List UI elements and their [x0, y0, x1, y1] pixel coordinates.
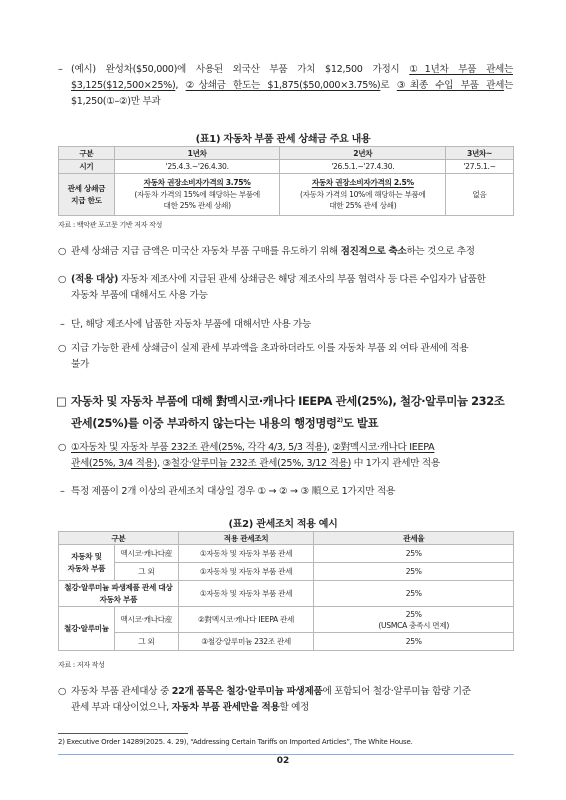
- table2-measure: ①자동차 및 자동차 부품 관세: [178, 545, 314, 563]
- bullet-dash: –: [60, 486, 65, 497]
- table2-origin-other: 그 외: [114, 633, 178, 651]
- section-box: □: [56, 394, 67, 408]
- table2-rate: 25%: [314, 545, 514, 563]
- table2-measure: ①자동차 및 자동차 부품 관세: [178, 563, 314, 581]
- bullet-scope-limit: 단, 해당 제조사에 납품한 자동차 부품에 대해서만 사용 가능: [71, 319, 311, 330]
- bullet-mark: ○: [58, 246, 67, 257]
- table2-rate-usmca: 25% (USMCA 충족시 면제): [314, 607, 514, 633]
- bullet-phaseout: 관세 상쇄금 지급 금액은 미국산 자동차 부품 구매를 유도하기 위해 점진적으로 축소하는 것으로 추정: [71, 246, 475, 257]
- table2-origin-mexcan: 멕시코·캐나다産: [114, 545, 178, 563]
- table2-origin-other: 그 외: [114, 563, 178, 581]
- table1-period-label: 시기: [59, 160, 115, 174]
- table1-header-year3: 3년차~: [446, 147, 514, 160]
- table1-limit-year3: 없음: [446, 174, 514, 216]
- table2-caption: (표2) 관세조치 적용 예시: [228, 519, 338, 530]
- page-number: 02: [276, 756, 290, 766]
- table1-limit-year2: 자동차 권장소비자가격의 2.5% (자동차 가격의 10%에 해당하는 부품에 대한 25% 관세 상쇄): [280, 174, 446, 216]
- table2: [58, 531, 514, 651]
- bullet-single-tariff: ①자동차 및 자동차 부품 232조 관세(25%, 각각 4/3, 5/3 적용), ②對멕시코·캐나다 IEEPA 관세(25%, 3/4 적용), ③철강·알루미늄 232조 관세(25%, 3/12 적용) 中 1가지 관세만 적용: [71, 442, 440, 469]
- footnote: 2) Executive Order 14289(2025. 4. 29), “Addressing Certain Tariffs on Imported Articles”, The White House.: [58, 738, 413, 746]
- bullet-mark: ○: [58, 442, 67, 453]
- bullet-priority-rule: 특정 제품이 2개 이상의 관세조치 대상일 경우 ① → ② → ③ 順으로 1가지만 적용: [71, 486, 395, 497]
- table2-rate: 25%: [314, 563, 514, 581]
- table1-period-year2: '26.5.1.~'27.4.30.: [280, 160, 446, 174]
- bullet-mark: ○: [58, 274, 67, 285]
- bullet-scope: (적용 대상) 자동차 제조사에 지급된 관세 상쇄금은 해당 제조사의 부품 협력사 등 다른 수입자가 납품한 자동차 부품에 대해서도 사용 가능: [71, 274, 486, 301]
- table2-steel-label: 철강·알루미늄: [59, 607, 115, 651]
- table2-measure: ②對멕시코·캐나다 IEEPA 관세: [178, 607, 314, 633]
- table2-derivative-label: 철강·알루미늄 파생제품 관세 대상 자동차 부품: [59, 581, 179, 607]
- table1-header-category: 구분: [59, 147, 115, 160]
- bullet-mark: ○: [58, 343, 67, 354]
- table2-header-category: 구분: [59, 532, 179, 545]
- bullet-derivative-parts: 자동차 부품 관세대상 중 22개 품목은 철강·알루미늄 파생제품에 포함되어 철강·알루미늄 함량 기준 관세 부과 대상이었으나, 자동차 부품 관세만을 적용할 예정: [71, 686, 471, 713]
- footnote-divider: [58, 733, 188, 734]
- bullet-dash: –: [60, 319, 65, 330]
- table1-header-year1: 1년차: [114, 147, 280, 160]
- table2-auto-label: 자동차 및 자동차 부품: [59, 545, 115, 581]
- table1-caption: (표1) 자동차 부품 관세 상쇄금 주요 내용: [195, 134, 371, 145]
- table2-source: 자료 : 저자 작성: [58, 661, 105, 669]
- table2-origin-mexcan: 멕시코·캐나다産: [114, 607, 178, 633]
- table2-measure: ①자동차 및 자동차 부품 관세: [178, 581, 314, 607]
- table2-header-rate: 관세율: [314, 532, 514, 545]
- intro-dash: –: [58, 64, 63, 75]
- table2-rate: 25%: [314, 581, 514, 607]
- table1-header-year2: 2년차: [280, 147, 446, 160]
- table2-measure: ③철강·알루미늄 232조 관세: [178, 633, 314, 651]
- table1-source: 자료 : 백악관 포고문 기반 저자 작성: [58, 221, 163, 229]
- table1-period-year1: '25.4.3.~'26.4.30.: [114, 160, 280, 174]
- table1: [58, 146, 514, 216]
- table2-header-measure: 적용 관세조치: [178, 532, 314, 545]
- intro-example: (예시) 완성차($50,000)에 사용된 외국산 부품 가치 $12,500 가정시 ①1년차 부품 관세는 $3,125($12,500×25%), ②상쇄금 한도는 $1,875($50,000×3.75%)로 ③최종 수입 부품 관세는 $1,250(①–②)만 부과: [71, 64, 514, 107]
- table2-rate: 25%: [314, 633, 514, 651]
- table1-limit-year1: 자동차 권장소비자가격의 3.75% (자동차 가격의 15%에 해당하는 부품에 대한 25% 관세 상쇄): [114, 174, 280, 216]
- table1-period-year3: '27.5.1.~: [446, 160, 514, 174]
- bullet-excess: 지급 가능한 관세 상쇄금이 실제 관세 부과액을 초과하더라도 이를 자동차 부품 외 여타 관세에 적용 불가: [71, 343, 469, 370]
- table1-limit-label: 관세 상쇄금 지급 한도: [59, 174, 115, 216]
- footer-rule: [58, 754, 514, 755]
- section-heading: 자동차 및 자동차 부품에 대해 對멕시코·캐나다 IEEPA 관세(25%), 철강·알루미늄 232조 관세(25%)를 이중 부과하지 않는다는 내용의 행정명령$^{2)}$도 발표: [71, 394, 505, 430]
- bullet-mark: ○: [58, 686, 67, 697]
